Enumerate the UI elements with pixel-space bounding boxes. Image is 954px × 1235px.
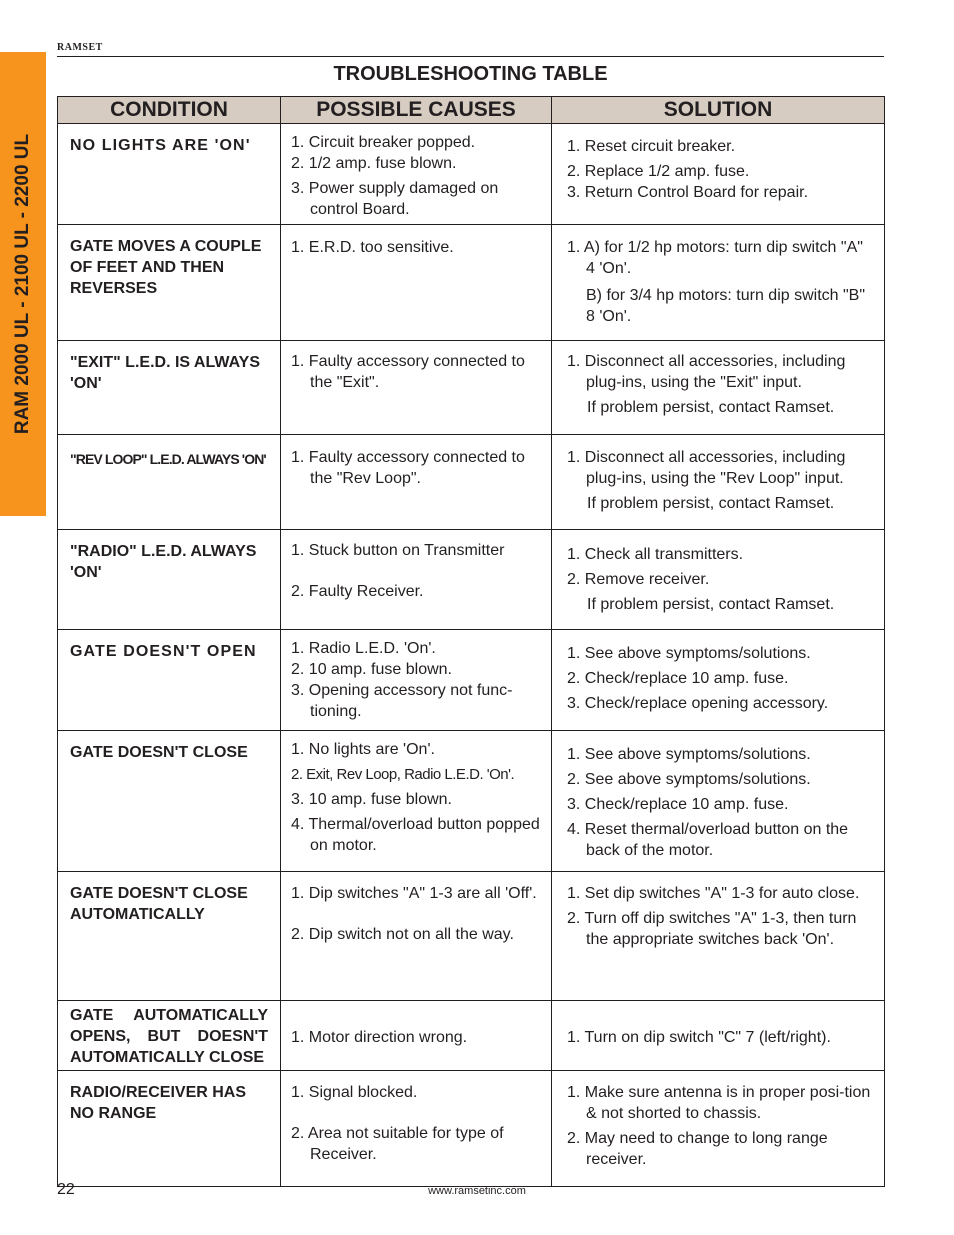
table-row (58, 124, 885, 225)
solution-item: 1. See above symptoms/solutions. (567, 645, 811, 662)
condition-cell: "EXIT" L.E.D. IS ALWAYS 'ON' (58, 341, 281, 435)
solution-item: 1. Turn on dip switch "C" 7 (left/right). (567, 1029, 831, 1046)
solution-item: 2. Replace 1/2 amp. fuse. (567, 163, 750, 180)
brand-name: RAMSET (57, 42, 103, 53)
table-row (58, 872, 885, 1001)
cause-item: 1. Radio L.E.D. 'On'. (291, 640, 436, 657)
causes-cell (281, 435, 552, 530)
side-tab (0, 52, 46, 516)
causes-cell (281, 872, 552, 1001)
condition-cell: "REV LOOP" L.E.D. ALWAYS 'ON' (58, 435, 281, 530)
solution-item: 1. Disconnect all accessories, including plug-ins, using the "Rev Loop" input. (567, 449, 846, 487)
cause-item: 1. Faulty accessory connected to the "Exit". (291, 353, 525, 391)
solution-note: B) for 3/4 hp motors: turn dip switch "B" 8 'On'. (586, 287, 866, 325)
solution-item: 1. Check all transmitters. (567, 546, 744, 563)
table-row (58, 1071, 885, 1187)
cause-item: 1. Signal blocked. (291, 1084, 418, 1101)
table-row (58, 1001, 885, 1071)
condition-cell: NO LIGHTS ARE 'ON' (58, 124, 281, 225)
solution-item: 1. Make sure antenna is in proper posi-tion & not shorted to chassis. (567, 1084, 871, 1122)
condition-cell: "RADIO" L.E.D. ALWAYS 'ON' (58, 530, 281, 630)
cause-item: 1. Motor direction wrong. (291, 1029, 468, 1046)
solution-note: If problem persist, contact Ramset. (587, 495, 835, 512)
cause-item: 2. Faulty Receiver. (291, 583, 424, 600)
solution-cell (552, 1001, 885, 1071)
solution-cell (552, 341, 885, 435)
causes-cell (281, 630, 552, 731)
cause-item: 2. Dip switch not on all the way. (291, 926, 514, 943)
cause-item: 3. Opening accessory not func-tioning. (291, 682, 513, 720)
solution-item: 3. Return Control Board for repair. (567, 184, 809, 201)
condition-cell: GATE MOVES A COUPLE OF FEET AND THEN REVERSES (58, 225, 281, 341)
column-header-solution: SOLUTION (552, 97, 885, 124)
causes-cell (281, 124, 552, 225)
table-row (58, 630, 885, 731)
cause-item: 1. Dip switches "A" 1-3 are all 'Off'. (291, 885, 537, 902)
solution-cell (552, 1071, 885, 1187)
solution-cell (552, 530, 885, 630)
cause-item: 1. Stuck button on Transmitter (291, 542, 505, 559)
causes-cell (281, 530, 552, 630)
condition-cell: RADIO/RECEIVER HAS NO RANGE (58, 1071, 281, 1187)
solution-cell (552, 124, 885, 225)
solution-item: 1. See above symptoms/solutions. (567, 746, 811, 763)
solution-cell (552, 872, 885, 1001)
side-tab-label: RAM 2000 UL - 2100 UL - 2200 UL (12, 133, 33, 435)
cause-item: 2. 10 amp. fuse blown. (291, 661, 452, 678)
table-row (58, 435, 885, 530)
solution-item: 2. May need to change to long range receiver. (567, 1130, 828, 1168)
cause-item: 1. Faulty accessory connected to the "Rev Loop". (291, 449, 525, 487)
solution-item: 2. See above symptoms/solutions. (567, 771, 811, 788)
cause-item: 2. Exit, Rev Loop, Radio L.E.D. 'On'. (291, 766, 515, 783)
solution-item: 2. Turn off dip switches "A" 1-3, then turn the appropriate switches back 'On'. (567, 910, 857, 948)
causes-cell (281, 1001, 552, 1071)
cause-item: 4. Thermal/overload button popped on motor. (291, 816, 540, 854)
cause-item: 3. Power supply damaged on control Board. (291, 180, 499, 218)
causes-cell (281, 1071, 552, 1187)
causes-cell (281, 225, 552, 341)
cause-item: 1. No lights are 'On'. (291, 741, 435, 758)
condition-cell: GATE DOESN'T CLOSE (58, 731, 281, 872)
solution-item: 1. Disconnect all accessories, including plug-ins, using the "Exit" input. (567, 353, 846, 391)
table-header-row (58, 97, 885, 124)
causes-cell (281, 731, 552, 872)
solution-cell (552, 225, 885, 341)
table-row (58, 341, 885, 435)
solution-item: 3. Check/replace 10 amp. fuse. (567, 796, 789, 813)
cause-item: 1. E.R.D. too sensitive. (291, 239, 454, 256)
solution-item: 1. Reset circuit breaker. (567, 138, 736, 155)
solution-item: 2. Check/replace 10 amp. fuse. (567, 670, 789, 687)
cause-item: 3. 10 amp. fuse blown. (291, 791, 452, 808)
solution-item: 4. Reset thermal/overload button on the back of the motor. (567, 821, 849, 859)
table-row (58, 225, 885, 341)
solution-item: 3. Check/replace opening accessory. (567, 695, 829, 712)
solution-item: 1. A) for 1/2 hp motors: turn dip switch "A" 4 'On'. (567, 239, 863, 277)
footer-url: www.ramsetinc.com (428, 1185, 526, 1197)
condition-cell: GATE DOESN'T OPEN (58, 630, 281, 731)
column-header-causes: POSSIBLE CAUSES (281, 97, 552, 124)
troubleshooting-table (57, 96, 885, 1187)
solution-cell (552, 630, 885, 731)
solution-note: If problem persist, contact Ramset. (587, 596, 835, 613)
table-row (58, 530, 885, 630)
page-title: TROUBLESHOOTING TABLE (333, 63, 608, 85)
causes-cell (281, 341, 552, 435)
cause-item: 2. 1/2 amp. fuse blown. (291, 155, 457, 172)
column-header-condition: CONDITION (58, 97, 281, 124)
cause-item: 1. Circuit breaker popped. (291, 134, 476, 151)
solution-item: 2. Remove receiver. (567, 571, 710, 588)
table-row (58, 731, 885, 872)
solution-cell (552, 435, 885, 530)
header-rule (57, 56, 884, 57)
condition-cell: GATE DOESN'T CLOSE AUTOMATICALLY (58, 872, 281, 1001)
cause-item: 2. Area not suitable for type of Receiver. (291, 1125, 504, 1163)
solution-item: 1. Set dip switches "A" 1-3 for auto close. (567, 885, 860, 902)
solution-note: If problem persist, contact Ramset. (587, 399, 835, 416)
page-number: 22 (57, 1181, 75, 1198)
condition-cell: GATE AUTOMATICALLY OPENS, BUT DOESN'T AUTOMATICALLY CLOSE (58, 1001, 281, 1071)
solution-cell (552, 731, 885, 872)
